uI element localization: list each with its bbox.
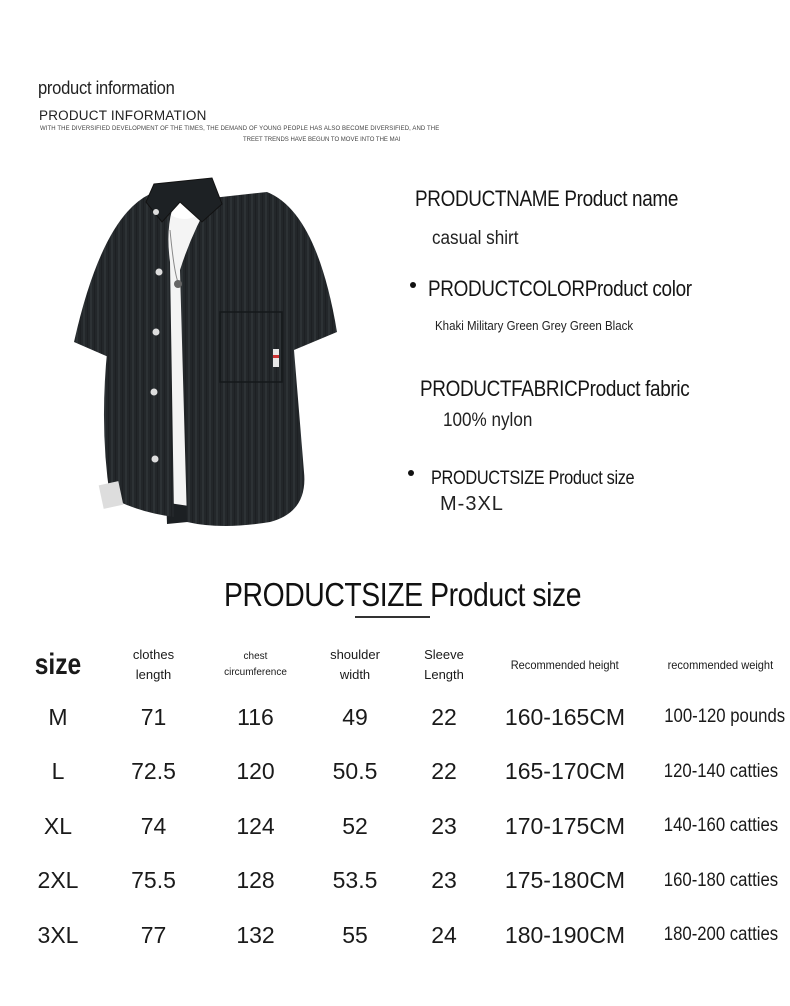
cell-sleeve: 24	[431, 921, 457, 948]
cell-shoulder: 49	[342, 703, 368, 730]
cell-sleeve: 23	[431, 867, 457, 894]
cell-weight: 180-200 catties	[663, 924, 779, 946]
table-row	[24, 908, 784, 963]
cell-shoulder: 52	[342, 812, 368, 839]
cell-chest: 124	[236, 812, 275, 839]
product-color-value: Khaki Military Green Grey Green Black	[435, 319, 634, 333]
title-underline	[355, 616, 430, 618]
bullet-icon	[410, 282, 416, 288]
table-row	[24, 854, 784, 909]
table-row	[24, 799, 784, 854]
product-color-label: PRODUCTCOLORProduct color	[428, 276, 692, 301]
table-row	[24, 745, 784, 800]
section-subtitle: PRODUCT INFORMATION	[39, 108, 207, 123]
size-table	[24, 640, 784, 963]
cell-chest: 120	[236, 758, 275, 785]
cell-weight: 140-160 catties	[663, 815, 779, 837]
cell-size: L	[51, 758, 65, 785]
cell-length: 71	[140, 703, 167, 730]
product-name-label: PRODUCTNAME Product name	[415, 186, 678, 211]
cell-height: 165-170CM	[504, 758, 626, 785]
size-chart-title: PRODUCTSIZE Product size	[224, 576, 582, 613]
product-size-value: M-3XL	[440, 493, 504, 515]
column-header-shoulder: shoulder width	[330, 647, 380, 682]
cell-weight: 160-180 catties	[663, 869, 779, 891]
product-fabric-value: 100% nylon	[443, 410, 533, 431]
shirt-product-image	[62, 172, 347, 542]
cell-shoulder: 53.5	[332, 867, 378, 894]
cell-height: 160-165CM	[504, 703, 626, 730]
product-fabric-label: PRODUCTFABRICProduct fabric	[420, 376, 690, 401]
column-header-size: size	[34, 648, 82, 681]
cell-size: M	[48, 703, 68, 730]
cell-size: 2XL	[37, 867, 79, 894]
column-header-chest: chest circumference	[224, 651, 287, 678]
product-name-value: casual shirt	[432, 228, 519, 249]
column-header-sleeve: Sleeve Length	[424, 647, 464, 682]
cell-weight: 120-140 catties	[663, 760, 779, 782]
column-header-length: clothes length	[132, 647, 175, 682]
cell-height: 175-180CM	[504, 867, 626, 894]
section-title: product information	[38, 78, 175, 98]
cell-length: 75.5	[131, 867, 176, 894]
cell-size: 3XL	[37, 921, 79, 948]
table-row	[24, 690, 784, 745]
cell-shoulder: 55	[342, 921, 368, 948]
cell-length: 77	[140, 921, 167, 948]
cell-sleeve: 22	[431, 703, 457, 730]
cell-size: XL	[43, 812, 73, 839]
column-header-weight: recommended weight	[667, 658, 773, 672]
section-description-line2: TREET TRENDS HAVE BEGUN TO MOVE INTO THE MAI	[243, 137, 401, 143]
cell-height: 180-190CM	[504, 921, 626, 948]
cell-chest: 132	[236, 921, 275, 948]
cell-length: 72.5	[131, 758, 176, 785]
cell-length: 74	[140, 812, 167, 839]
column-header-height: Recommended height	[510, 658, 620, 672]
cell-chest: 116	[237, 703, 274, 730]
table-header-row	[24, 640, 784, 690]
bullet-icon	[408, 470, 414, 476]
cell-height: 170-175CM	[504, 812, 626, 839]
cell-sleeve: 22	[431, 758, 457, 785]
cell-sleeve: 23	[431, 812, 457, 839]
section-description-line1: WITH THE DIVERSIFIED DEVELOPMENT OF THE TIMES, THE DEMAND OF YOUNG PEOPLE HAS ALSO BECOME DIVERSIFIED, AND THE	[40, 126, 440, 132]
cell-weight: 100-120 pounds	[664, 706, 786, 728]
cell-shoulder: 50.5	[332, 758, 378, 785]
cell-chest: 128	[236, 867, 275, 894]
product-size-label: PRODUCTSIZE Product size	[431, 468, 635, 489]
